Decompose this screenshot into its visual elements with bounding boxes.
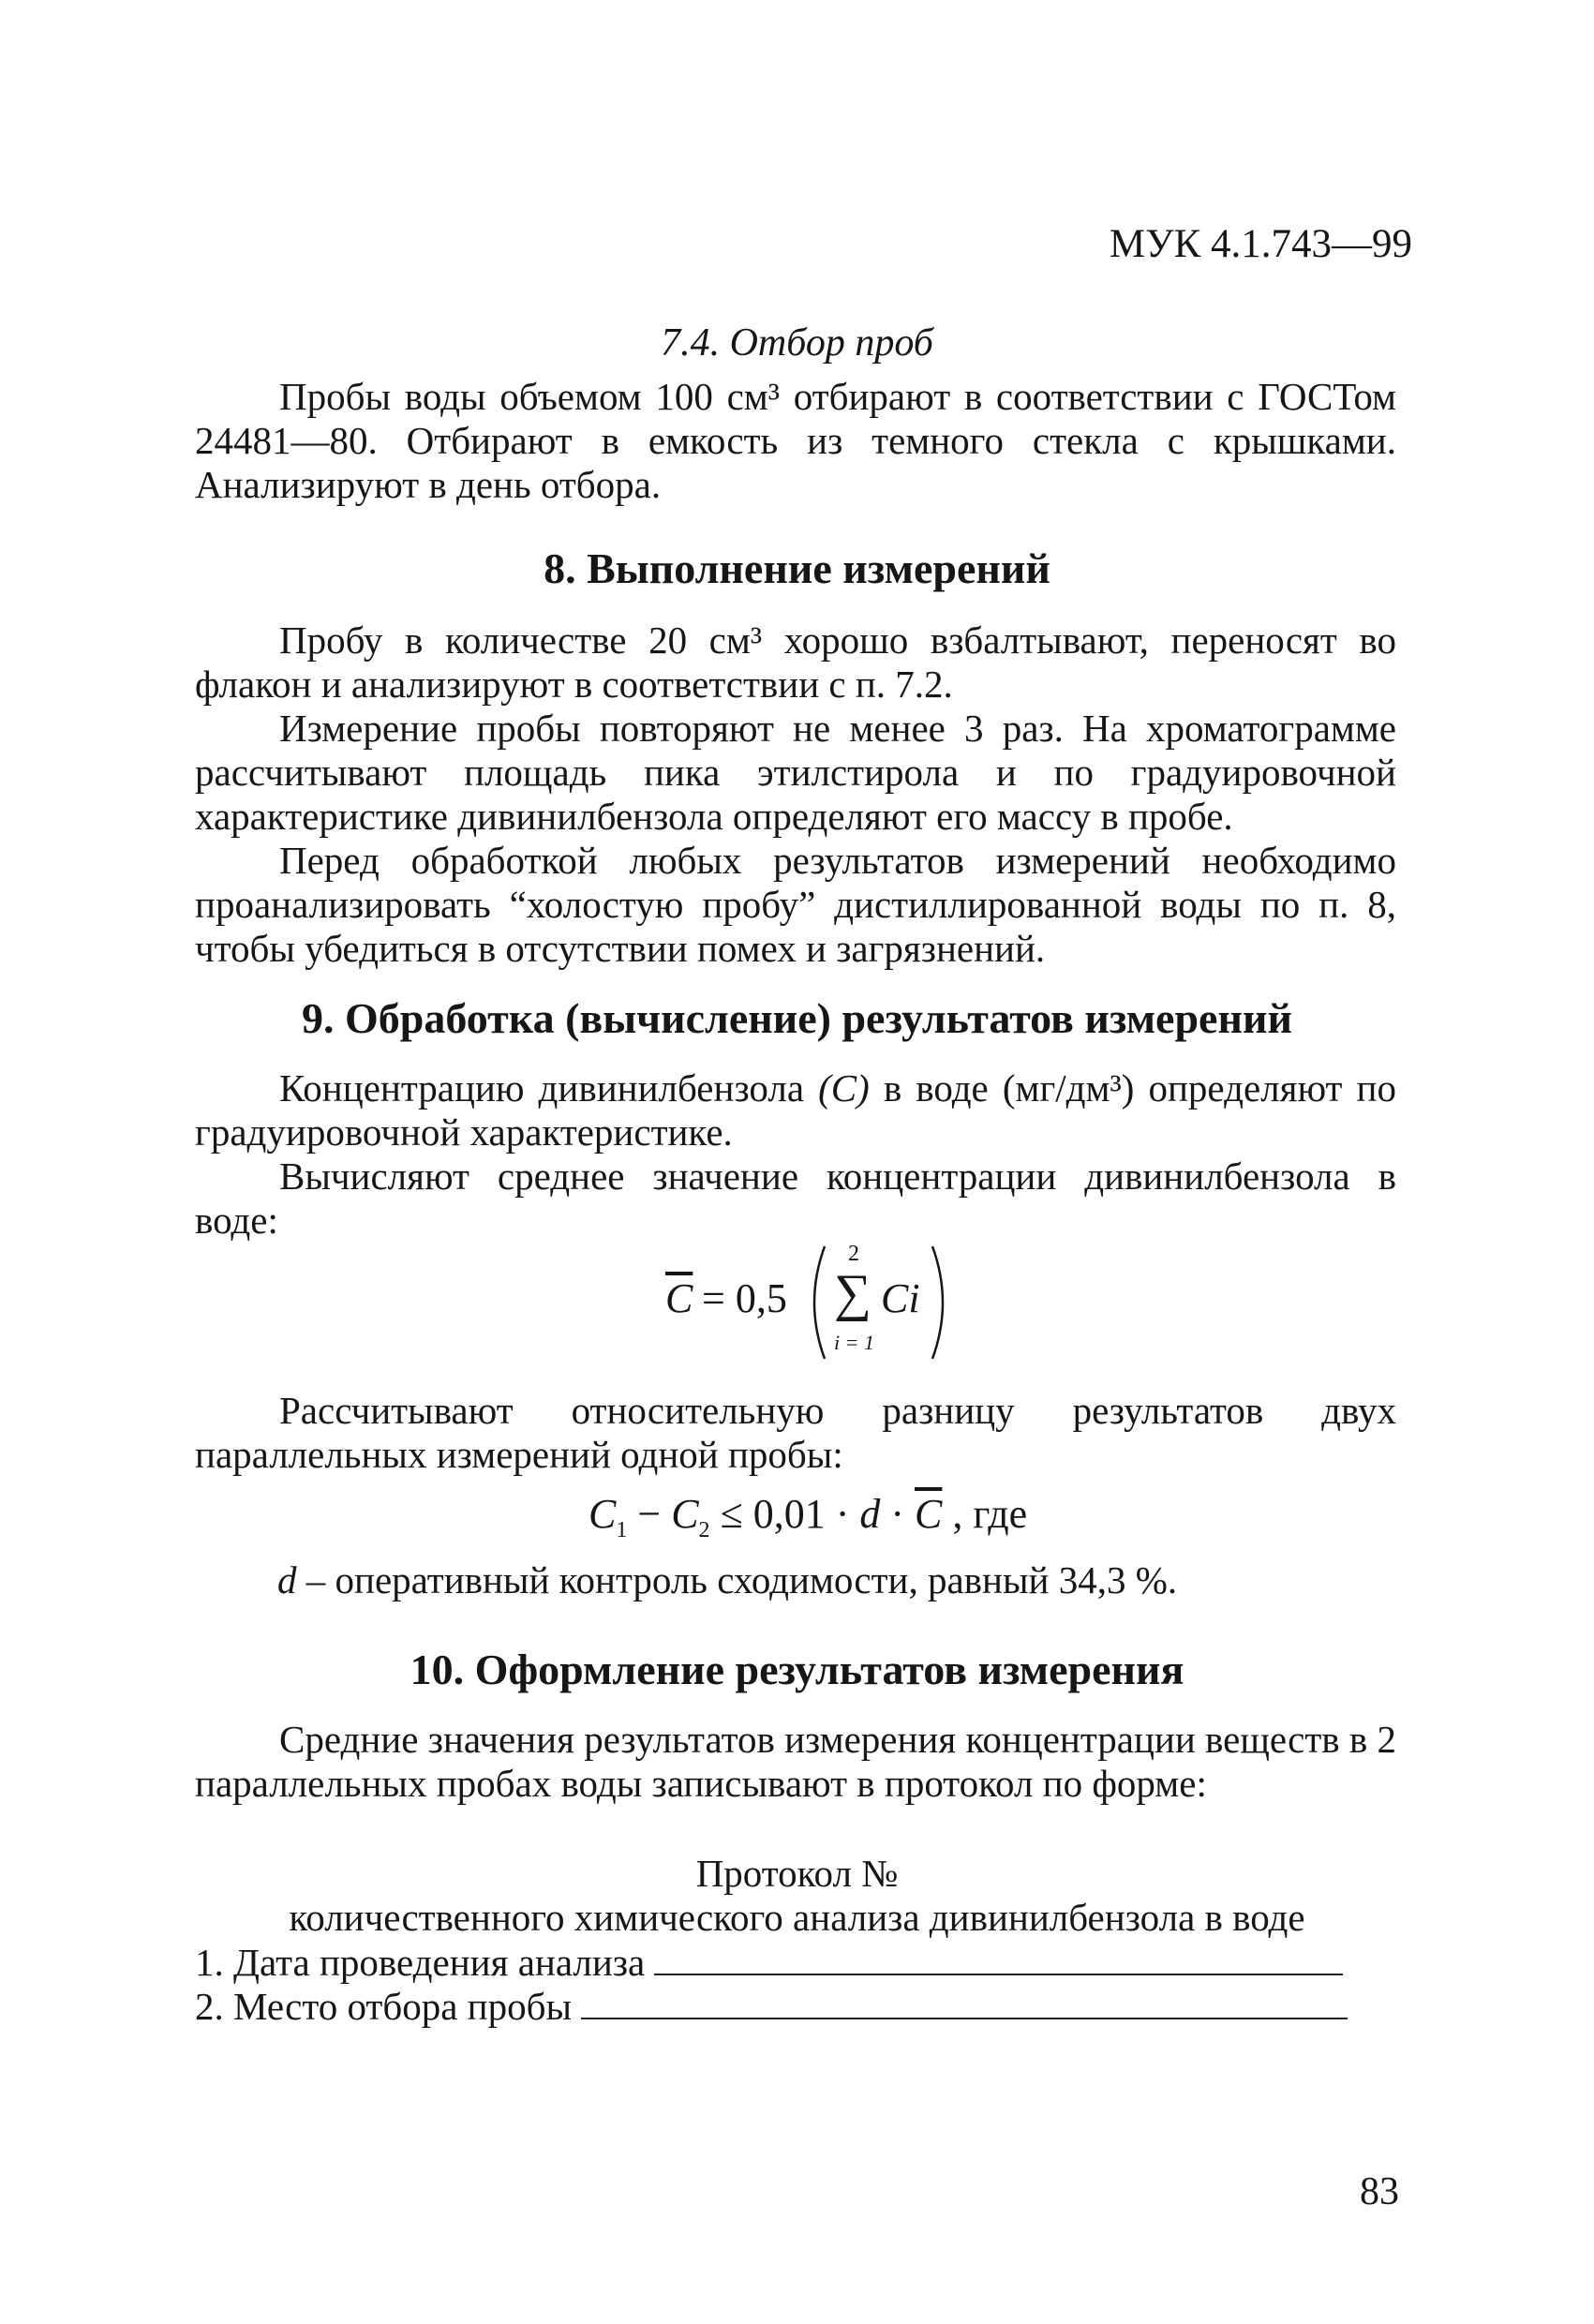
date-blank-line[interactable] [654, 1942, 1343, 1975]
paragraph: Рассчитывают относительную разницу результатов двух параллельных измерений одной пробы: [195, 1389, 1396, 1476]
minus: − [627, 1491, 672, 1537]
text: – оперативный контроль сходимости, равный 34,3 %. [296, 1558, 1178, 1601]
protocol-field-place [195, 1984, 1348, 2029]
variable-c: (C) [818, 1066, 870, 1110]
c2-sub: 2 [698, 1517, 710, 1542]
sum-upper-limit: 2 [848, 1242, 859, 1266]
sum-symbol: ∑ [834, 1264, 871, 1322]
d-variable: d [277, 1558, 297, 1601]
protocol-field-date [195, 1940, 1343, 1985]
document-code: МУК 4.1.743—99 [1109, 222, 1412, 266]
sum-lower-limit: i = 1 [834, 1331, 874, 1354]
d-variable: d [859, 1491, 881, 1537]
section-7-4-text [195, 375, 1396, 507]
c-bar: $\overline{C}$ [665, 1275, 693, 1321]
c1-sub: 1 [616, 1517, 628, 1542]
c1: C [588, 1491, 617, 1537]
place-blank-line[interactable] [581, 1986, 1348, 2019]
section-10-title: 10. Оформление результатов измерения [410, 1646, 1184, 1693]
page-number: 83 [1360, 2170, 1399, 2213]
paragraph: Измерение пробы повторяют не менее 3 раз. На хроматограмме рассчитывают площадь пика этилстирола и по градуировочной характеристике дивинилбензола определяют его массу в пробе. [195, 707, 1396, 838]
mean-formula [656, 1237, 975, 1368]
protocol-subtitle: количественного химического анализа дивинилбензола в воде [289, 1896, 1305, 1939]
difference-formula [588, 1490, 1027, 1543]
paragraph: Вычисляют среднее значение концентрации дивинилбензола в воде: [195, 1155, 1396, 1242]
equals-coefficient: = 0,5 [692, 1275, 787, 1321]
section-9-text-2 [195, 1389, 1396, 1477]
section-9-title: 9. Обработка (вычисление) результатов измерений [302, 994, 1292, 1042]
paragraph: Средние значения результатов измерения концентрации веществ в 2 параллельных пробах воды записывают в протокол по форме: [195, 1718, 1396, 1805]
protocol-title: Протокол № [695, 1852, 899, 1895]
section-8-text [195, 618, 1396, 971]
section-10-text [195, 1718, 1396, 1806]
section-7-4-title: 7.4. Отбор проб [661, 321, 933, 365]
field-label: 1. Дата проведения анализа [195, 1941, 646, 1984]
inequality: ≤ 0,01 · [709, 1491, 860, 1537]
paragraph: Пробу в количестве 20 см³ хорошо взбалтывают, переносят во флакон и анализируют в соответствии с п. 7.2. [195, 618, 1396, 706]
field-label: 2. Место отбора пробы [195, 1985, 572, 2028]
paragraph [195, 1558, 1396, 1602]
c2: C [671, 1491, 699, 1537]
text: в воде (мг/дм³) определяют по градуировочной характеристике. [195, 1066, 1396, 1154]
ci-term: Ci [881, 1275, 920, 1321]
dot: · [880, 1491, 916, 1537]
text: Концентрацию дивинилбензола [279, 1066, 819, 1110]
section-9-text-1 [195, 1066, 1396, 1243]
c-bar: $\overline{C}$ [915, 1491, 943, 1537]
paragraph [195, 1066, 1396, 1155]
paragraph: Перед обработкой любых результатов измерений необходимо проанализировать “холостую пробу” дистиллированной воды по п. 8, чтобы убедиться в отсутствии помех и загрязнений. [195, 839, 1396, 970]
paragraph: Пробы воды объемом 100 см³ отбирают в соответствии с ГОСТом 24481—80. Отбирают в емкость из темного стекла с крышками. Анализируют в день отбора. [195, 375, 1396, 506]
where: , где [942, 1491, 1028, 1537]
section-9-text-3 [195, 1558, 1396, 1602]
section-8-title: 8. Выполнение измерений [544, 544, 1050, 592]
